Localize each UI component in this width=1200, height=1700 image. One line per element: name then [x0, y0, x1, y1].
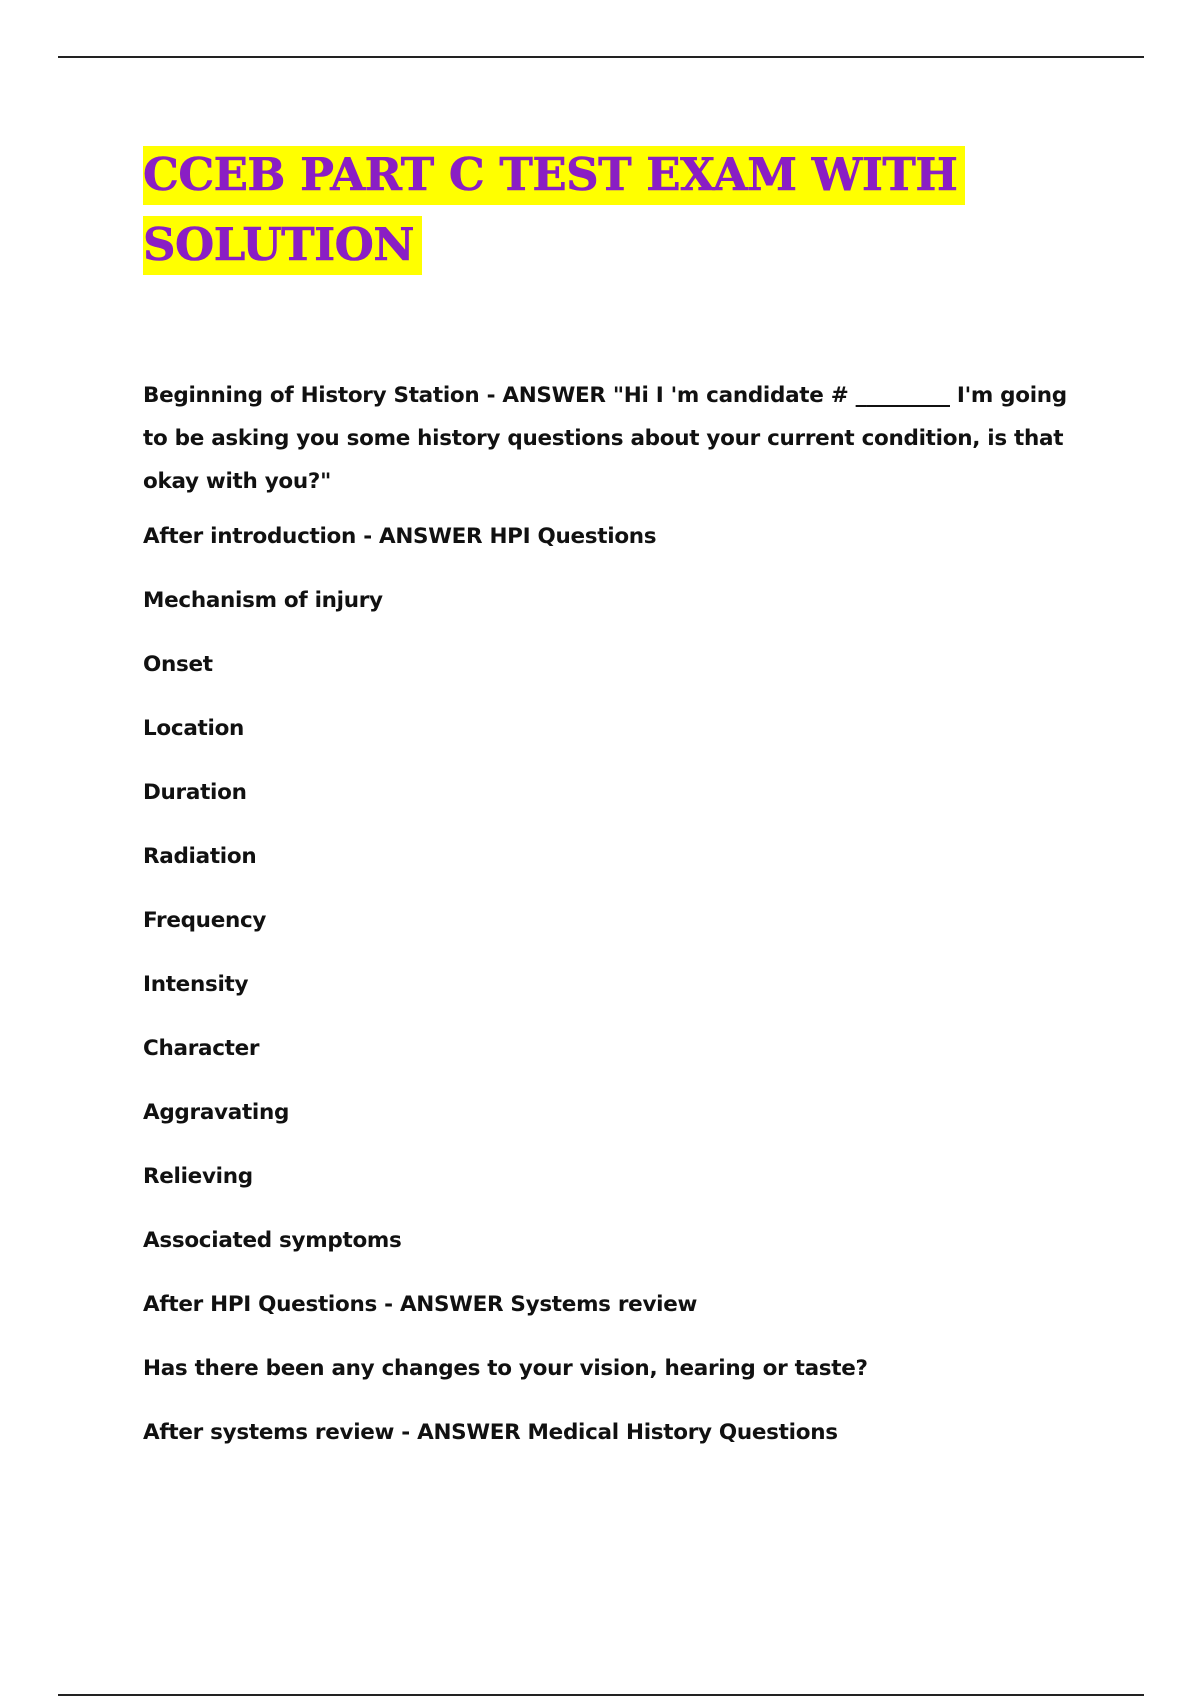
bottom-rule — [58, 1694, 1144, 1696]
document-title — [143, 140, 1073, 280]
qa-entry: Character — [143, 1036, 260, 1061]
qa-entry: Frequency — [143, 908, 267, 933]
qa-entry: Beginning of History Station - ANSWER "Hi I 'm candidate # _________ I'm going to be asking you some history questions about your current condition, is that okay with you?" — [143, 383, 1067, 494]
qa-entry: Aggravating — [143, 1100, 290, 1125]
top-rule — [58, 56, 1144, 58]
qa-entry: Location — [143, 716, 245, 741]
qa-entry: Intensity — [143, 972, 249, 997]
document-title-text: CCEB PART C TEST EXAM WITH SOLUTION — [143, 146, 965, 275]
qa-entry: Onset — [143, 652, 213, 677]
qa-entry: Associated symptoms — [143, 1228, 402, 1253]
qa-list — [143, 374, 1073, 1454]
qa-entry: Radiation — [143, 844, 257, 869]
qa-entry: Duration — [143, 780, 247, 805]
qa-entry: Relieving — [143, 1164, 253, 1189]
qa-entry: Has there been any changes to your vision, hearing or taste? — [143, 1356, 868, 1381]
qa-entry: After introduction - ANSWER HPI Questions — [143, 524, 657, 549]
document-body — [143, 140, 1073, 1475]
qa-entry: After HPI Questions - ANSWER Systems review — [143, 1292, 698, 1317]
qa-entry: After systems review - ANSWER Medical History Questions — [143, 1420, 838, 1445]
qa-entry: Mechanism of injury — [143, 588, 383, 613]
